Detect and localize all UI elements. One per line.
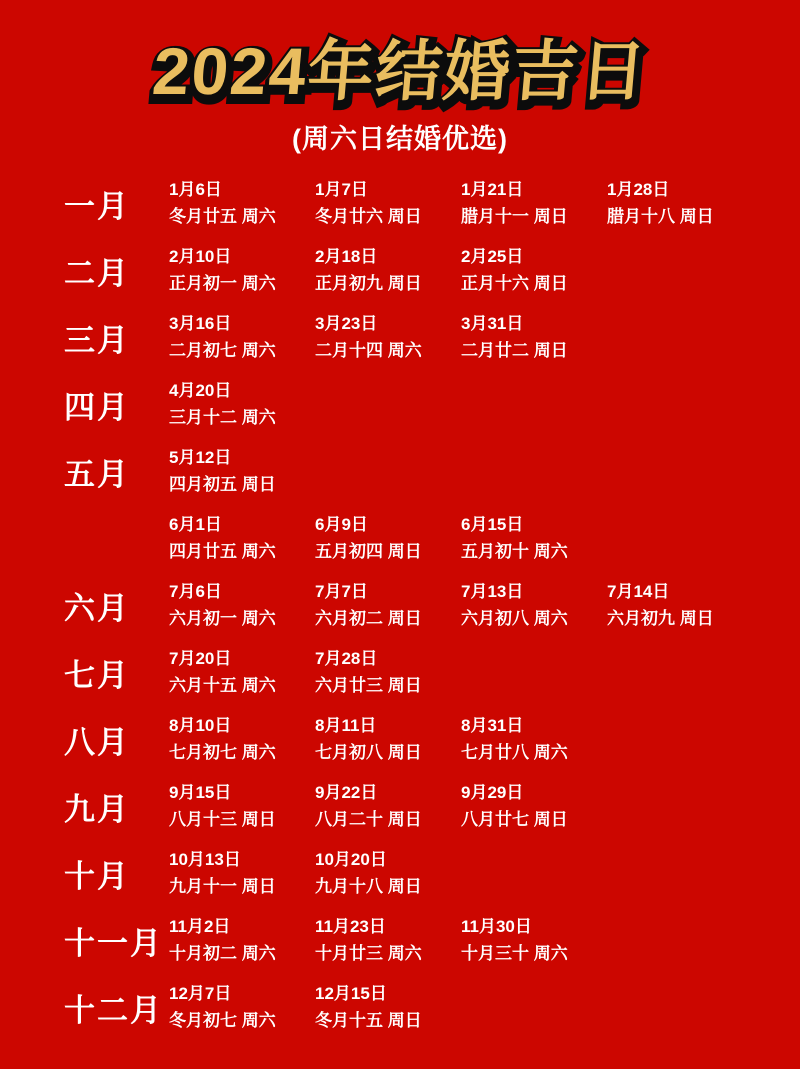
month-label: 八月 [64, 724, 130, 760]
solar-date: 2月25日 [461, 247, 524, 266]
solar-date: 11月2日 [169, 917, 231, 936]
lunar-date-weekday: 正月十六 周日 [461, 274, 568, 293]
date-entry [461, 516, 607, 560]
month-label: 十一月 [64, 925, 163, 961]
lunar-date-weekday: 三月十二 周六 [169, 408, 276, 427]
solar-date: 12月15日 [315, 984, 387, 1003]
solar-date: 6月1日 [169, 515, 222, 534]
date-entry [315, 516, 461, 560]
month-label: 二月 [64, 255, 130, 291]
month-row [64, 237, 800, 304]
solar-date: 1月7日 [315, 180, 368, 199]
lunar-date-weekday: 冬月廿六 周日 [315, 207, 422, 226]
lunar-date-weekday: 腊月十八 周日 [607, 207, 714, 226]
month-row [64, 572, 800, 639]
solar-date: 11月30日 [461, 917, 532, 936]
lunar-date-weekday: 冬月初七 周六 [169, 1011, 276, 1030]
date-entry [169, 784, 315, 828]
month-row [64, 170, 800, 237]
lunar-date-weekday: 冬月廿五 周六 [169, 207, 276, 226]
date-entry [315, 248, 461, 292]
month-row [64, 907, 800, 974]
lunar-date-weekday: 十月三十 周六 [461, 944, 568, 963]
date-entry [461, 784, 607, 828]
lunar-date-weekday: 八月二十 周日 [315, 810, 422, 829]
page-title: 2024年结婚吉日 2024年结婚吉日 [149, 30, 651, 113]
month-label: 四月 [64, 389, 130, 425]
date-entry [461, 583, 607, 627]
date-entry [461, 181, 607, 225]
solar-date: 1月28日 [607, 180, 670, 199]
lunar-date-weekday: 十月廿三 周六 [315, 944, 422, 963]
lunar-date-weekday: 二月廿二 周日 [461, 341, 568, 360]
date-entry [315, 851, 461, 895]
lunar-date-weekday: 六月廿三 周日 [315, 676, 422, 695]
solar-date: 2月10日 [169, 247, 232, 266]
solar-date: 12月7日 [169, 984, 232, 1003]
solar-date: 4月20日 [169, 381, 232, 400]
date-entry [461, 918, 607, 962]
date-entry [169, 985, 315, 1029]
month-label: 十二月 [64, 992, 163, 1028]
solar-date: 3月16日 [169, 314, 232, 333]
lunar-date-weekday: 冬月十五 周日 [315, 1011, 422, 1030]
solar-date: 8月31日 [461, 716, 524, 735]
lunar-date-weekday: 正月初九 周日 [315, 274, 422, 293]
date-entry [461, 717, 607, 761]
date-entry [315, 918, 461, 962]
lunar-date-weekday: 四月廿五 周六 [169, 542, 276, 561]
date-entry [461, 248, 607, 292]
date-entry [169, 248, 315, 292]
lunar-date-weekday: 六月初八 周六 [461, 609, 568, 628]
lunar-date-weekday: 七月初八 周日 [315, 743, 422, 762]
solar-date: 11月23日 [315, 917, 386, 936]
lunar-date-weekday: 九月十八 周日 [315, 877, 422, 896]
date-entry [607, 181, 753, 225]
month-row [64, 505, 800, 572]
lunar-date-weekday: 七月初七 周六 [169, 743, 276, 762]
solar-date: 9月22日 [315, 783, 378, 802]
month-label: 三月 [64, 322, 130, 358]
month-row [64, 840, 800, 907]
solar-date: 6月15日 [461, 515, 524, 534]
month-label: 七月 [64, 657, 130, 693]
lunar-date-weekday: 腊月十一 周日 [461, 207, 568, 226]
date-entry [315, 583, 461, 627]
solar-date: 1月21日 [461, 180, 524, 199]
poster-subtitle: (周六日结婚优选) [292, 123, 508, 154]
solar-date: 7月20日 [169, 649, 232, 668]
date-entry [169, 583, 315, 627]
lunar-date-weekday: 七月廿八 周六 [461, 743, 568, 762]
lunar-date-weekday: 八月十三 周日 [169, 810, 276, 829]
month-row [64, 706, 800, 773]
solar-date: 6月9日 [315, 515, 368, 534]
month-label: 五月 [64, 456, 130, 492]
date-entry [169, 650, 315, 694]
date-entry [315, 181, 461, 225]
solar-date: 9月15日 [169, 783, 232, 802]
lunar-date-weekday: 二月初七 周六 [169, 341, 276, 360]
calendar-grid [0, 170, 800, 1041]
solar-date: 2月18日 [315, 247, 378, 266]
solar-date: 1月6日 [169, 180, 222, 199]
date-entry [169, 382, 315, 426]
month-label: 六月 [64, 590, 130, 626]
date-entry [169, 315, 315, 359]
month-row [64, 974, 800, 1041]
lunar-date-weekday: 九月十一 周日 [169, 877, 276, 896]
poster-header [0, 0, 800, 156]
lunar-date-weekday: 四月初五 周日 [169, 475, 276, 494]
solar-date: 10月13日 [169, 850, 241, 869]
date-entry [169, 181, 315, 225]
solar-date: 7月13日 [461, 582, 524, 601]
month-row [64, 438, 800, 505]
lunar-date-weekday: 五月初十 周六 [461, 542, 568, 561]
solar-date: 7月6日 [169, 582, 222, 601]
month-row [64, 639, 800, 706]
date-entry [607, 583, 753, 627]
solar-date: 10月20日 [315, 850, 387, 869]
solar-date: 3月31日 [461, 314, 524, 333]
lunar-date-weekday: 八月廿七 周日 [461, 810, 568, 829]
month-row [64, 371, 800, 438]
date-entry [169, 717, 315, 761]
date-entry [315, 315, 461, 359]
month-label: 一月 [64, 188, 130, 224]
month-row [64, 304, 800, 371]
month-row [64, 773, 800, 840]
lunar-date-weekday: 六月十五 周六 [169, 676, 276, 695]
lunar-date-weekday: 六月初九 周日 [607, 609, 714, 628]
month-label: 十月 [64, 858, 130, 894]
lunar-date-weekday: 六月初一 周六 [169, 609, 276, 628]
solar-date: 8月10日 [169, 716, 232, 735]
lunar-date-weekday: 正月初一 周六 [169, 274, 276, 293]
solar-date: 7月14日 [607, 582, 670, 601]
solar-date: 9月29日 [461, 783, 524, 802]
month-label: 九月 [64, 791, 130, 827]
date-entry [315, 784, 461, 828]
solar-date: 8月11日 [315, 716, 377, 735]
date-entry [169, 918, 315, 962]
date-entry [315, 985, 461, 1029]
lunar-date-weekday: 二月十四 周六 [315, 341, 422, 360]
lunar-date-weekday: 五月初四 周日 [315, 542, 422, 561]
date-entry [315, 650, 461, 694]
date-entry [169, 851, 315, 895]
lunar-date-weekday: 六月初二 周日 [315, 609, 422, 628]
date-entry [315, 717, 461, 761]
date-entry [169, 449, 315, 493]
solar-date: 3月23日 [315, 314, 378, 333]
solar-date: 7月7日 [315, 582, 368, 601]
solar-date: 5月12日 [169, 448, 232, 467]
solar-date: 7月28日 [315, 649, 378, 668]
date-entry [461, 315, 607, 359]
lunar-date-weekday: 十月初二 周六 [169, 944, 276, 963]
date-entry [169, 516, 315, 560]
